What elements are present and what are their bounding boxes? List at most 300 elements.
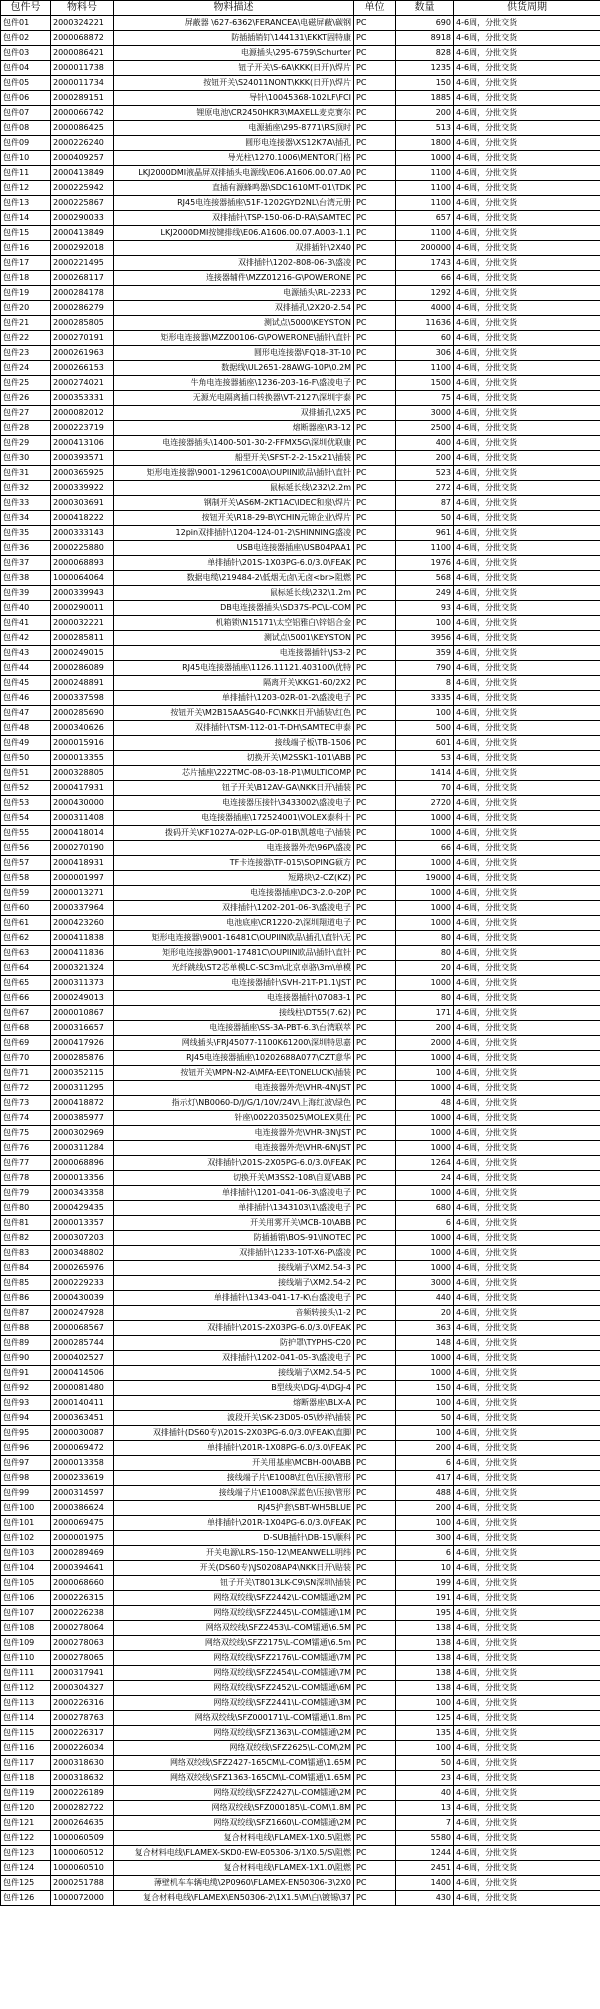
supply-cycle-cell: 4-6周，分批交货 <box>454 1456 600 1471</box>
material-number-cell: 2000429435 <box>51 1201 114 1216</box>
unit-cell: PC <box>354 1306 396 1321</box>
description-cell: 屏蔽器 \627-6362\FERANCEA\电磁屏蔽\碳钢 <box>114 16 354 31</box>
description-cell: 电源插座\295-8771\RS顶时 <box>114 121 354 136</box>
package-id-cell: 包件04 <box>1 61 51 76</box>
unit-cell: PC <box>354 1006 396 1021</box>
unit-cell: PC <box>354 991 396 1006</box>
package-id-cell: 包件99 <box>1 1486 51 1501</box>
unit-cell: PC <box>354 286 396 301</box>
unit-cell: PC <box>354 1861 396 1876</box>
package-id-cell: 包件54 <box>1 811 51 826</box>
supply-cycle-cell: 4-6周，分批交货 <box>454 226 600 241</box>
table-row <box>1 556 600 571</box>
description-cell: 切换开关\M3SS2-108\自夏\ABB <box>114 1171 354 1186</box>
header-material-description: 物料描述 <box>114 1 354 16</box>
table-row <box>1 1246 600 1261</box>
supply-cycle-cell: 4-6周，分批交货 <box>454 1861 600 1876</box>
description-cell: 复合材料电线\FLAMEX-1X1.0\阻燃 <box>114 1861 354 1876</box>
quantity-cell: 23 <box>396 1771 454 1786</box>
unit-cell: PC <box>354 361 396 376</box>
quantity-cell: 1000 <box>396 976 454 991</box>
description-cell: 矩形电连接器\9001-12961C00A\OUPIIN欧品\插针\直针 <box>114 466 354 481</box>
package-id-cell: 包件81 <box>1 1216 51 1231</box>
table-row <box>1 1696 600 1711</box>
table-row <box>1 1471 600 1486</box>
quantity-cell: 7 <box>396 1816 454 1831</box>
quantity-cell: 66 <box>396 841 454 856</box>
table-row <box>1 691 600 706</box>
supply-cycle-cell: 4-6周，分批交货 <box>454 16 600 31</box>
material-number-cell: 2000418222 <box>51 511 114 526</box>
package-id-cell: 包件57 <box>1 856 51 871</box>
table-row <box>1 1306 600 1321</box>
unit-cell: PC <box>354 1576 396 1591</box>
header-unit: 单位 <box>354 1 396 16</box>
unit-cell: PC <box>354 1891 396 1906</box>
package-id-cell: 包件73 <box>1 1096 51 1111</box>
quantity-cell: 40 <box>396 1786 454 1801</box>
supply-cycle-cell: 4-6周，分批交货 <box>454 1261 600 1276</box>
quantity-cell: 657 <box>396 211 454 226</box>
table-row <box>1 1231 600 1246</box>
table-row <box>1 466 600 481</box>
material-number-cell: 2000001997 <box>51 871 114 886</box>
package-id-cell: 包件86 <box>1 1291 51 1306</box>
description-cell: RJ45电连接器插座\10202688A077\CZT意华 <box>114 1051 354 1066</box>
unit-cell: PC <box>354 331 396 346</box>
material-number-cell: 2000423260 <box>51 916 114 931</box>
package-id-cell: 包件11 <box>1 166 51 181</box>
quantity-cell: 100 <box>396 616 454 631</box>
unit-cell: PC <box>354 106 396 121</box>
package-id-cell: 包件109 <box>1 1636 51 1651</box>
table-row <box>1 1156 600 1171</box>
unit-cell: PC <box>354 1636 396 1651</box>
description-cell: LKJ2000DMI按键排线\E06.A1606.00.07.A003-1.1 <box>114 226 354 241</box>
package-id-cell: 包件79 <box>1 1186 51 1201</box>
supply-cycle-cell: 4-6周，分批交货 <box>454 196 600 211</box>
supply-cycle-cell: 4-6周，分批交货 <box>454 1171 600 1186</box>
material-number-cell: 2000278763 <box>51 1711 114 1726</box>
quantity-cell: 10 <box>396 1561 454 1576</box>
table-row <box>1 1786 600 1801</box>
supply-cycle-cell: 4-6周，分批交货 <box>454 931 600 946</box>
header-quantity: 数量 <box>396 1 454 16</box>
material-number-cell: 2000292018 <box>51 241 114 256</box>
description-cell: 钮子开关\B12AV-GA\NKK日开\插装 <box>114 781 354 796</box>
package-id-cell: 包件122 <box>1 1831 51 1846</box>
unit-cell: PC <box>354 1726 396 1741</box>
unit-cell: PC <box>354 1396 396 1411</box>
package-id-cell: 包件21 <box>1 316 51 331</box>
quantity-cell: 1000 <box>396 1126 454 1141</box>
table-row <box>1 1411 600 1426</box>
quantity-cell: 1000 <box>396 1261 454 1276</box>
quantity-cell: 50 <box>396 511 454 526</box>
package-id-cell: 包件106 <box>1 1591 51 1606</box>
table-row <box>1 121 600 136</box>
description-cell: 鼠标延长线\232\2.2m <box>114 481 354 496</box>
package-id-cell: 包件87 <box>1 1306 51 1321</box>
supply-cycle-cell: 4-6周，分批交货 <box>454 331 600 346</box>
description-cell: 开关用基座\MCBH-00\ABB <box>114 1456 354 1471</box>
description-cell: 矩形电连接器\9001-16481C\OUPIIN欧品\插孔\直针\无 <box>114 931 354 946</box>
quantity-cell: 2451 <box>396 1861 454 1876</box>
description-cell: 防护罩\TYPHS-C20 <box>114 1336 354 1351</box>
table-row <box>1 1606 600 1621</box>
quantity-cell: 1743 <box>396 256 454 271</box>
unit-cell: PC <box>354 1441 396 1456</box>
supply-cycle-cell: 4-6周，分批交货 <box>454 346 600 361</box>
quantity-cell: 1000 <box>396 1186 454 1201</box>
supply-cycle-cell: 4-6周，分批交货 <box>454 886 600 901</box>
quantity-cell: 200 <box>396 106 454 121</box>
material-number-cell: 2000394641 <box>51 1561 114 1576</box>
table-row <box>1 1801 600 1816</box>
material-number-cell: 2000418872 <box>51 1096 114 1111</box>
quantity-cell: 135 <box>396 1726 454 1741</box>
description-cell: 接线端子\XM2.54-5 <box>114 1366 354 1381</box>
material-number-cell: 2000265976 <box>51 1261 114 1276</box>
package-id-cell: 包件76 <box>1 1141 51 1156</box>
material-number-cell: 2000011738 <box>51 61 114 76</box>
description-cell: 牛角电连接器插座\1236-203-16-F\盛凌电子 <box>114 376 354 391</box>
material-number-cell: 2000013271 <box>51 886 114 901</box>
table-row <box>1 1186 600 1201</box>
material-number-cell: 2000013355 <box>51 751 114 766</box>
description-cell: 电连接器插头\1400-501-30-2-FFMX5G\深圳优联康 <box>114 436 354 451</box>
supply-cycle-cell: 4-6周，分批交货 <box>454 1666 600 1681</box>
supply-cycle-cell: 4-6周，分批交货 <box>454 136 600 151</box>
material-number-cell: 2000068893 <box>51 556 114 571</box>
description-cell: 芯片插座\222TMC-08-03-18-P1\MULTICOMP <box>114 766 354 781</box>
description-cell: 网络双绞线\SFZ2427-165CM\L-COM镭通\1.65M <box>114 1756 354 1771</box>
table-row <box>1 766 600 781</box>
supply-cycle-cell: 4-6周，分批交货 <box>454 46 600 61</box>
package-id-cell: 包件88 <box>1 1321 51 1336</box>
unit-cell: PC <box>354 1771 396 1786</box>
package-id-cell: 包件15 <box>1 226 51 241</box>
table-row <box>1 541 600 556</box>
unit-cell: PC <box>354 1336 396 1351</box>
material-number-cell: 2000226034 <box>51 1741 114 1756</box>
package-id-cell: 包件05 <box>1 76 51 91</box>
quantity-cell: 125 <box>396 1711 454 1726</box>
quantity-cell: 2000 <box>396 1036 454 1051</box>
quantity-cell: 200000 <box>396 241 454 256</box>
material-number-cell: 2000229233 <box>51 1276 114 1291</box>
quantity-cell: 100 <box>396 1066 454 1081</box>
description-cell: 双排插针\201S-2X05PG-6.0/3.0\FEAK <box>114 1156 354 1171</box>
package-id-cell: 包件52 <box>1 781 51 796</box>
table-row <box>1 931 600 946</box>
supply-cycle-cell: 4-6周，分批交货 <box>454 436 600 451</box>
unit-cell: PC <box>354 1426 396 1441</box>
quantity-cell: 3956 <box>396 631 454 646</box>
unit-cell: PC <box>354 691 396 706</box>
table-row <box>1 706 600 721</box>
material-number-cell: 2000348802 <box>51 1246 114 1261</box>
table-row <box>1 1366 600 1381</box>
unit-cell: PC <box>354 631 396 646</box>
unit-cell: PC <box>354 826 396 841</box>
package-id-cell: 包件96 <box>1 1441 51 1456</box>
material-number-cell: 2000307203 <box>51 1231 114 1246</box>
supply-cycle-cell: 4-6周，分批交货 <box>454 1231 600 1246</box>
table-row <box>1 61 600 76</box>
description-cell: 波段开关\SK-23D05-05\妙祥\插装 <box>114 1411 354 1426</box>
material-number-cell: 2000068872 <box>51 31 114 46</box>
description-cell: 网络双绞线\SFZ2452\L-COM镭通\6M <box>114 1681 354 1696</box>
package-id-cell: 包件98 <box>1 1471 51 1486</box>
quantity-cell: 690 <box>396 16 454 31</box>
table-row <box>1 961 600 976</box>
table-row <box>1 31 600 46</box>
unit-cell: PC <box>354 16 396 31</box>
table-row <box>1 346 600 361</box>
quantity-cell: 191 <box>396 1591 454 1606</box>
quantity-cell: 961 <box>396 526 454 541</box>
material-number-cell: 2000226189 <box>51 1786 114 1801</box>
quantity-cell: 1000 <box>396 1351 454 1366</box>
unit-cell: PC <box>354 1156 396 1171</box>
supply-cycle-cell: 4-6周，分批交货 <box>454 451 600 466</box>
table-row <box>1 91 600 106</box>
description-cell: 无源光电隔离插口转换器\VT-2127\深圳宇泰 <box>114 391 354 406</box>
unit-cell: PC <box>354 646 396 661</box>
package-id-cell: 包件112 <box>1 1681 51 1696</box>
unit-cell: PC <box>354 871 396 886</box>
package-id-cell: 包件18 <box>1 271 51 286</box>
quantity-cell: 1414 <box>396 766 454 781</box>
table-row <box>1 196 600 211</box>
material-number-cell: 2000430039 <box>51 1291 114 1306</box>
table-row <box>1 1351 600 1366</box>
table-row <box>1 1141 600 1156</box>
package-id-cell: 包件97 <box>1 1456 51 1471</box>
supply-cycle-cell: 4-6周，分批交货 <box>454 1651 600 1666</box>
description-cell: 网络双绞线\SFZ000185\L-COM\1.8M <box>114 1801 354 1816</box>
quantity-cell: 249 <box>396 586 454 601</box>
material-number-cell: 2000318632 <box>51 1771 114 1786</box>
description-cell: 直插有源蜂鸣器\SDC1610MT-01\TDK <box>114 181 354 196</box>
unit-cell: PC <box>354 976 396 991</box>
description-cell: USB电连接器插座\USB04PAA1 <box>114 541 354 556</box>
quantity-cell: 1500 <box>396 376 454 391</box>
package-id-cell: 包件44 <box>1 661 51 676</box>
quantity-cell: 100 <box>396 1516 454 1531</box>
quantity-cell: 1000 <box>396 1081 454 1096</box>
quantity-cell: 93 <box>396 601 454 616</box>
quantity-cell: 790 <box>396 661 454 676</box>
unit-cell: PC <box>354 421 396 436</box>
material-number-cell: 2000261963 <box>51 346 114 361</box>
supply-cycle-cell: 4-6周，分批交货 <box>454 1561 600 1576</box>
quantity-cell: 150 <box>396 76 454 91</box>
unit-cell: PC <box>354 1486 396 1501</box>
quantity-cell: 828 <box>396 46 454 61</box>
description-cell: 隔离开关\KKG1-60/2X2 <box>114 676 354 691</box>
package-id-cell: 包件43 <box>1 646 51 661</box>
package-id-cell: 包件24 <box>1 361 51 376</box>
description-cell: 网络双绞线\SFZ000171\L-COM镭通\1.8m <box>114 1711 354 1726</box>
quantity-cell: 100 <box>396 1741 454 1756</box>
description-cell: 按钮开关\S24011NONT\KKK(日开)\焊片 <box>114 76 354 91</box>
package-id-cell: 包件22 <box>1 331 51 346</box>
material-number-cell: 2000417926 <box>51 1036 114 1051</box>
package-id-cell: 包件82 <box>1 1231 51 1246</box>
package-id-cell: 包件33 <box>1 496 51 511</box>
material-number-cell: 2000032221 <box>51 616 114 631</box>
table-body <box>1 16 600 1906</box>
supply-cycle-cell: 4-6周，分批交货 <box>454 781 600 796</box>
table-row <box>1 1741 600 1756</box>
supply-cycle-cell: 4-6周，分批交货 <box>454 1696 600 1711</box>
quantity-cell: 100 <box>396 1396 454 1411</box>
unit-cell: PC <box>354 1291 396 1306</box>
unit-cell: PC <box>354 256 396 271</box>
quantity-cell: 199 <box>396 1576 454 1591</box>
table-row <box>1 1711 600 1726</box>
material-number-cell: 2000339922 <box>51 481 114 496</box>
package-id-cell: 包件13 <box>1 196 51 211</box>
material-number-cell: 2000286089 <box>51 661 114 676</box>
table-row <box>1 1876 600 1891</box>
supply-cycle-cell: 4-6周，分批交货 <box>454 301 600 316</box>
package-id-cell: 包件83 <box>1 1246 51 1261</box>
unit-cell: PC <box>354 1816 396 1831</box>
supply-cycle-cell: 4-6周，分批交货 <box>454 1501 600 1516</box>
unit-cell: PC <box>354 1186 396 1201</box>
supply-cycle-cell: 4-6周，分批交货 <box>454 766 600 781</box>
quantity-cell: 680 <box>396 1201 454 1216</box>
description-cell: 双排插孔\2X20-2.54 <box>114 301 354 316</box>
quantity-cell: 1264 <box>396 1156 454 1171</box>
description-cell: 网络双绞线\SFZ1660\L-COM镭通\2M <box>114 1816 354 1831</box>
unit-cell: PC <box>354 1126 396 1141</box>
material-number-cell: 2000282722 <box>51 1801 114 1816</box>
material-number-cell: 2000337964 <box>51 901 114 916</box>
table-row <box>1 1531 600 1546</box>
quantity-cell: 1000 <box>396 151 454 166</box>
description-cell: 数据线\UL2651-28AWG-10P\0.2M <box>114 361 354 376</box>
supply-cycle-cell: 4-6周，分批交货 <box>454 466 600 481</box>
supply-cycle-cell: 4-6周，分批交货 <box>454 1321 600 1336</box>
material-number-cell: 1000060510 <box>51 1861 114 1876</box>
package-id-cell: 包件30 <box>1 451 51 466</box>
unit-cell: PC <box>354 1831 396 1846</box>
material-number-cell: 2000303691 <box>51 496 114 511</box>
quantity-cell: 53 <box>396 751 454 766</box>
package-id-cell: 包件26 <box>1 391 51 406</box>
unit-cell: PC <box>354 796 396 811</box>
material-number-cell: 2000311295 <box>51 1081 114 1096</box>
package-id-cell: 包件12 <box>1 181 51 196</box>
description-cell: 电连接器插针\JS3-2 <box>114 646 354 661</box>
table-row <box>1 916 600 931</box>
package-id-cell: 包件111 <box>1 1666 51 1681</box>
material-number-cell: 2000302969 <box>51 1126 114 1141</box>
package-id-cell: 包件40 <box>1 601 51 616</box>
package-id-cell: 包件49 <box>1 736 51 751</box>
quantity-cell: 20 <box>396 961 454 976</box>
supply-cycle-cell: 4-6周，分批交货 <box>454 1291 600 1306</box>
material-number-cell: 2000418931 <box>51 856 114 871</box>
material-number-cell: 2000247928 <box>51 1306 114 1321</box>
description-cell: 开关电源\LRS-150-12\MEANWELL明纬 <box>114 1546 354 1561</box>
package-id-cell: 包件09 <box>1 136 51 151</box>
material-number-cell: 2000285744 <box>51 1336 114 1351</box>
package-id-cell: 包件28 <box>1 421 51 436</box>
supply-cycle-cell: 4-6周，分批交货 <box>454 166 600 181</box>
quantity-cell: 48 <box>396 1096 454 1111</box>
header-row <box>1 1 600 16</box>
material-number-cell: 2000248891 <box>51 676 114 691</box>
table-row <box>1 136 600 151</box>
material-number-cell: 2000413106 <box>51 436 114 451</box>
table-row <box>1 1261 600 1276</box>
unit-cell: PC <box>354 1276 396 1291</box>
supply-cycle-cell: 4-6周，分批交货 <box>454 271 600 286</box>
quantity-cell: 8 <box>396 676 454 691</box>
description-cell: 指示灯\NB0060-D/J/G/1/10V/24V\上海红波\绿色 <box>114 1096 354 1111</box>
supply-cycle-cell: 4-6周，分批交货 <box>454 1036 600 1051</box>
material-number-cell: 2000069475 <box>51 1516 114 1531</box>
package-id-cell: 包件71 <box>1 1066 51 1081</box>
package-id-cell: 包件55 <box>1 826 51 841</box>
quantity-cell: 195 <box>396 1606 454 1621</box>
quantity-cell: 171 <box>396 1006 454 1021</box>
material-number-cell: 2000289469 <box>51 1546 114 1561</box>
description-cell: 网络双绞线\SFZ1363\L-COM镭通\2M <box>114 1726 354 1741</box>
description-cell: 网络双绞线\SFZ2445\L-COM镭通\1M <box>114 1606 354 1621</box>
package-id-cell: 包件77 <box>1 1156 51 1171</box>
table-row <box>1 1381 600 1396</box>
table-row <box>1 1516 600 1531</box>
description-cell: 电连接器压接针\3433002\盛凌电子 <box>114 796 354 811</box>
table-row <box>1 1636 600 1651</box>
supply-cycle-cell: 4-6周，分批交货 <box>454 916 600 931</box>
package-id-cell: 包件115 <box>1 1726 51 1741</box>
material-number-cell: 2000286279 <box>51 301 114 316</box>
quantity-cell: 430 <box>396 1891 454 1906</box>
table-row <box>1 1111 600 1126</box>
package-id-cell: 包件102 <box>1 1531 51 1546</box>
table-row <box>1 1021 600 1036</box>
supply-cycle-cell: 4-6周，分批交货 <box>454 691 600 706</box>
description-cell: 网络双绞线\SFZ1363-165CM\L-COM镭通\1.65M <box>114 1771 354 1786</box>
material-number-cell: 2000393571 <box>51 451 114 466</box>
table-row <box>1 1591 600 1606</box>
unit-cell: PC <box>354 1591 396 1606</box>
unit-cell: PC <box>354 931 396 946</box>
unit-cell: PC <box>354 451 396 466</box>
description-cell: 切换开关\M2SSK1-101\ABB <box>114 751 354 766</box>
supply-cycle-cell: 4-6周，分批交货 <box>454 1546 600 1561</box>
table-row <box>1 631 600 646</box>
description-cell: 网络双绞线\SFZ2176\L-COM镭通\7M <box>114 1651 354 1666</box>
package-id-cell: 包件37 <box>1 556 51 571</box>
description-cell: 钮子开关\S-6A\KKK(日开)\焊片 <box>114 61 354 76</box>
table-row <box>1 1276 600 1291</box>
package-id-cell: 包件72 <box>1 1081 51 1096</box>
unit-cell: PC <box>354 1366 396 1381</box>
table-row <box>1 796 600 811</box>
quantity-cell: 138 <box>396 1651 454 1666</box>
supply-cycle-cell: 4-6周，分批交货 <box>454 421 600 436</box>
supply-cycle-cell: 4-6周，分批交货 <box>454 1126 600 1141</box>
unit-cell: PC <box>354 1261 396 1276</box>
